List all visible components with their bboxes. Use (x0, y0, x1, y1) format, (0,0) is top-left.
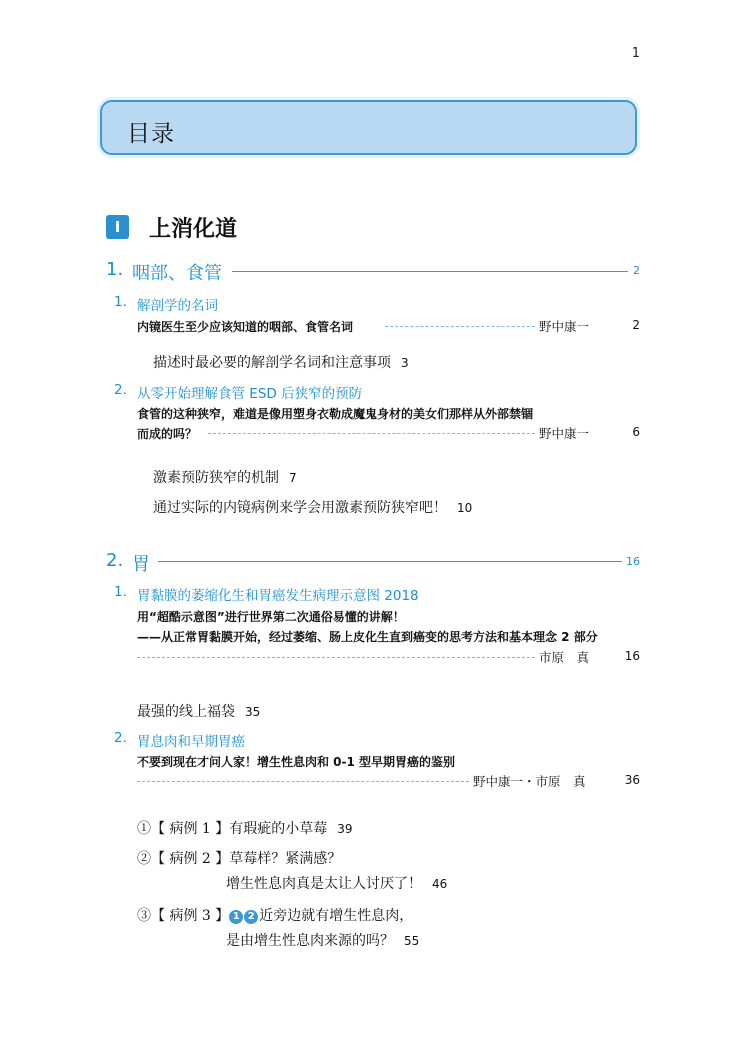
section-2-2-subtitle: 不要到现在才问人家！增生性息肉和 0-1 型早期胃癌的鉴别 (137, 755, 456, 769)
case-1 (137, 818, 353, 838)
chapter-2-title: 胃 (132, 554, 150, 575)
section-1-2-author: 野中康一 (539, 426, 590, 441)
section-2-1-subtitle-line-1: 用“超酷示意图”进行世界第二次通俗易懂的讲解！ (137, 610, 405, 624)
toc-title: 目录 (127, 121, 175, 147)
section-2-2-author: 野中康一・市原 真 (473, 774, 586, 789)
case-2-line-2: 增生性息肉真是太让人讨厌了！ 46 (226, 876, 448, 892)
case-label: 【 病例 1 】 (151, 821, 230, 837)
section-2-1-number: 1. (114, 584, 127, 600)
section-2-2-title: 胃息肉和早期胃癌 (137, 734, 245, 750)
section-1-2-title: 从零开始理解食管 ESD 后狭窄的预防 (137, 386, 363, 402)
section-2-2-page: 36 (624, 773, 640, 787)
section-1-2-subtitle-line-2: 而成的吗？ (137, 427, 198, 441)
section-1-1-title: 解剖学的名词 (137, 298, 218, 314)
toc-item: 最强的线上福袋 35 (137, 704, 261, 720)
part-title: 上消化道 (149, 217, 238, 242)
case-label: 【 病例 3 】 (151, 908, 230, 924)
chapter-1-number: 1. (106, 259, 124, 280)
section-1-1-page: 2 (632, 318, 640, 332)
section-1-2-leader (208, 433, 535, 434)
chapter-1-page: 2 (633, 264, 640, 277)
case-page: 39 (337, 822, 353, 836)
section-1-1-leader (385, 326, 535, 327)
section-2-2-number: 2. (114, 730, 127, 746)
section-1-1-subtitle: 内镜医生至少应该知道的咽部、食管名词 (137, 320, 354, 334)
toc-item: 通过实际的内镜病例来学会用激素预防狭窄吧！ 10 (153, 500, 473, 516)
figure-badge-1: 1 (229, 910, 243, 924)
case-3-line-2: 是由增生性息肉来源的吗？ 55 (226, 933, 420, 949)
case-3 (137, 905, 413, 925)
toc-item: 描述时最必要的解剖学名词和注意事项 3 (153, 355, 409, 371)
section-2-2-leader (137, 781, 469, 782)
chapter-1-rule (232, 271, 628, 272)
chapter-1-title: 咽部、食管 (132, 263, 222, 284)
page-number: 1 (631, 46, 640, 61)
section-2-1-subtitle-line-2: ——从正常胃黏膜开始，经过萎缩、肠上皮化生直到癌变的思考方法和基本理念 2 部分 (137, 630, 598, 644)
chapter-2-rule (158, 561, 622, 562)
case-text: 近旁边就有增生性息肉， (259, 908, 414, 924)
case-text: 有瑕疵的小草莓 (229, 821, 328, 837)
case-marker: ③ (137, 908, 151, 924)
toc-banner (100, 100, 637, 155)
case-label: 【 病例 2 】 (151, 851, 230, 867)
section-2-1-author: 市原 真 (539, 650, 590, 665)
case-page: 46 (432, 877, 448, 891)
figure-badge-2: 2 (244, 910, 258, 924)
section-1-1-author: 野中康一 (539, 319, 590, 334)
section-2-1-page: 16 (624, 649, 640, 663)
part-numeral-badge: I (106, 215, 129, 239)
case-2 (137, 848, 341, 868)
case-marker: ① (137, 821, 151, 837)
toc-item: 激素预防狭窄的机制 7 (153, 470, 297, 486)
section-1-2-subtitle-line-1: 食管的这种狭窄，难道是像用塑身衣勒成魔鬼身材的美女们那样从外部禁锢 (137, 407, 534, 421)
chapter-2-number: 2. (106, 550, 124, 571)
section-1-1-number: 1. (114, 294, 127, 310)
case-text: 草莓样？紧满感？ (229, 851, 342, 867)
chapter-2-page: 16 (626, 555, 640, 568)
section-1-2-number: 2. (114, 382, 127, 398)
section-1-2-page: 6 (632, 425, 640, 439)
section-2-1-title: 胃黏膜的萎缩化生和胃癌发生病理示意图 2018 (137, 588, 419, 604)
section-2-1-leader (137, 657, 535, 658)
case-page: 55 (404, 934, 420, 948)
case-marker: ② (137, 851, 151, 867)
